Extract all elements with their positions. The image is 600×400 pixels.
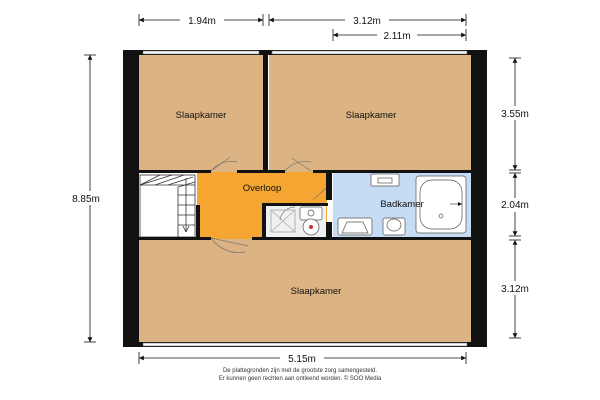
room-bathroom: Badkamer bbox=[380, 199, 424, 210]
room-bedroom-bottom: Slaapkamer bbox=[290, 286, 342, 297]
room-bedroom-top-left: Slaapkamer bbox=[175, 110, 227, 121]
outer-wall-right bbox=[471, 50, 487, 347]
disclaimer-line-2: Er kunnen geen rechten aan ontleend worden. © SOO Media bbox=[218, 376, 382, 382]
dim-bottom-width: 5.15m bbox=[288, 354, 316, 365]
disclaimer-line-1: De plattegronden zijn met de grootste zorg samengesteld. bbox=[222, 368, 378, 374]
window-bottom bbox=[143, 343, 467, 346]
dim-right-bottom: 3.12m bbox=[501, 284, 529, 295]
dim-top-left-width: 1.94m bbox=[188, 16, 216, 27]
room-bedroom-top-right: Slaapkamer bbox=[345, 110, 397, 121]
dim-right-middle: 2.04m bbox=[501, 200, 529, 211]
window-top-left bbox=[143, 51, 259, 54]
partition-top bbox=[263, 55, 268, 172]
dim-right-top: 3.55m bbox=[501, 109, 529, 120]
room-landing: Overloop bbox=[242, 183, 282, 194]
window-top-right bbox=[272, 51, 467, 54]
dim-total-height: 8.85m bbox=[72, 194, 100, 205]
dim-top-right-width: 3.12m bbox=[353, 16, 381, 27]
dim-top-inner-width: 2.11m bbox=[383, 31, 411, 42]
outer-wall-left bbox=[123, 50, 139, 347]
